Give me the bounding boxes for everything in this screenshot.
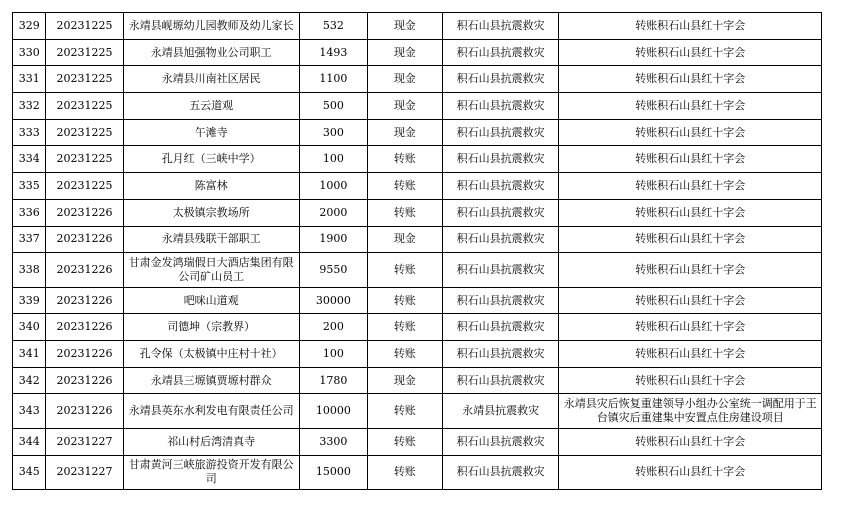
usage-cell: 转账积石山县红十字会 (559, 93, 822, 120)
payment-method-cell: 转账 (367, 146, 442, 173)
row-number-cell: 332 (13, 93, 46, 120)
target-cell: 积石山县抗震救灾 (442, 455, 559, 490)
table-row (13, 367, 822, 394)
amount-cell: 1493 (299, 39, 367, 66)
usage-cell: 转账积石山县红十字会 (559, 199, 822, 226)
payment-method-cell: 转账 (367, 173, 442, 200)
target-cell: 积石山县抗震救灾 (442, 367, 559, 394)
amount-cell: 500 (299, 93, 367, 120)
row-number-cell: 331 (13, 66, 46, 93)
table-row (13, 119, 822, 146)
donor-cell: 太极镇宗教场所 (123, 199, 299, 226)
donor-cell: 孔月红（三峡中学） (123, 146, 299, 173)
usage-cell: 转账积石山县红十字会 (559, 13, 822, 40)
amount-cell: 1900 (299, 226, 367, 253)
row-number-cell: 338 (13, 253, 46, 288)
donor-cell: 甘肃黄河三峡旅游投资开发有限公司 (123, 455, 299, 490)
date-cell: 20231225 (46, 146, 123, 173)
usage-cell: 转账积石山县红十字会 (559, 146, 822, 173)
row-number-cell: 337 (13, 226, 46, 253)
date-cell: 20231225 (46, 13, 123, 40)
table-row (13, 173, 822, 200)
donor-cell: 永靖县川南社区居民 (123, 66, 299, 93)
donor-cell: 孔令保（太极镇中庄村十社） (123, 341, 299, 368)
row-number-cell: 344 (13, 428, 46, 455)
usage-cell: 转账积石山县红十字会 (559, 119, 822, 146)
date-cell: 20231225 (46, 39, 123, 66)
table-row (13, 93, 822, 120)
payment-method-cell: 现金 (367, 39, 442, 66)
target-cell: 积石山县抗震救灾 (442, 428, 559, 455)
payment-method-cell: 转账 (367, 199, 442, 226)
date-cell: 20231225 (46, 93, 123, 120)
amount-cell: 3300 (299, 428, 367, 455)
table-row (13, 66, 822, 93)
table-row (13, 226, 822, 253)
row-number-cell: 341 (13, 341, 46, 368)
target-cell: 积石山县抗震救灾 (442, 93, 559, 120)
target-cell: 永靖县抗震救灾 (442, 394, 559, 429)
usage-cell: 转账积石山县红十字会 (559, 341, 822, 368)
amount-cell: 100 (299, 341, 367, 368)
date-cell: 20231226 (46, 394, 123, 429)
usage-cell: 转账积石山县红十字会 (559, 66, 822, 93)
table-row (13, 428, 822, 455)
payment-method-cell: 现金 (367, 367, 442, 394)
payment-method-cell: 转账 (367, 428, 442, 455)
payment-method-cell: 转账 (367, 287, 442, 314)
usage-cell: 转账积石山县红十字会 (559, 367, 822, 394)
target-cell: 积石山县抗震救灾 (442, 146, 559, 173)
usage-cell: 转账积石山县红十字会 (559, 253, 822, 288)
target-cell: 积石山县抗震救灾 (442, 253, 559, 288)
donor-cell: 祁山村后湾清真寺 (123, 428, 299, 455)
row-number-cell: 335 (13, 173, 46, 200)
usage-cell: 永靖县灾后恢复重建领导小组办公室统一调配用于王台镇灾后重建集中安置点住房建设项目 (559, 394, 822, 429)
target-cell: 积石山县抗震救灾 (442, 314, 559, 341)
target-cell: 积石山县抗震救灾 (442, 39, 559, 66)
donor-cell: 吧咪山道观 (123, 287, 299, 314)
usage-cell: 转账积石山县红十字会 (559, 39, 822, 66)
row-number-cell: 342 (13, 367, 46, 394)
donor-cell: 永靖县残联干部职工 (123, 226, 299, 253)
usage-cell: 转账积石山县红十字会 (559, 314, 822, 341)
usage-cell: 转账积石山县红十字会 (559, 173, 822, 200)
target-cell: 积石山县抗震救灾 (442, 287, 559, 314)
table-row (13, 253, 822, 288)
row-number-cell: 343 (13, 394, 46, 429)
target-cell: 积石山县抗震救灾 (442, 341, 559, 368)
table-row (13, 199, 822, 226)
amount-cell: 10000 (299, 394, 367, 429)
donor-cell: 五云道观 (123, 93, 299, 120)
payment-method-cell: 现金 (367, 66, 442, 93)
date-cell: 20231226 (46, 226, 123, 253)
table-row (13, 287, 822, 314)
donor-cell: 甘肃金发鸿瑞假日大酒店集团有限公司矿山员工 (123, 253, 299, 288)
target-cell: 积石山县抗震救灾 (442, 199, 559, 226)
date-cell: 20231226 (46, 341, 123, 368)
payment-method-cell: 转账 (367, 341, 442, 368)
row-number-cell: 334 (13, 146, 46, 173)
payment-method-cell: 转账 (367, 394, 442, 429)
amount-cell: 300 (299, 119, 367, 146)
table-body (13, 13, 822, 490)
amount-cell: 200 (299, 314, 367, 341)
row-number-cell: 340 (13, 314, 46, 341)
usage-cell: 转账积石山县红十字会 (559, 428, 822, 455)
row-number-cell: 339 (13, 287, 46, 314)
amount-cell: 100 (299, 146, 367, 173)
amount-cell: 15000 (299, 455, 367, 490)
target-cell: 积石山县抗震救灾 (442, 226, 559, 253)
usage-cell: 转账积石山县红十字会 (559, 455, 822, 490)
date-cell: 20231226 (46, 287, 123, 314)
payment-method-cell: 转账 (367, 455, 442, 490)
date-cell: 20231226 (46, 367, 123, 394)
table-row (13, 314, 822, 341)
date-cell: 20231226 (46, 314, 123, 341)
date-cell: 20231225 (46, 173, 123, 200)
amount-cell: 9550 (299, 253, 367, 288)
date-cell: 20231225 (46, 66, 123, 93)
payment-method-cell: 现金 (367, 13, 442, 40)
usage-cell: 转账积石山县红十字会 (559, 287, 822, 314)
payment-method-cell: 转账 (367, 253, 442, 288)
row-number-cell: 329 (13, 13, 46, 40)
row-number-cell: 333 (13, 119, 46, 146)
amount-cell: 2000 (299, 199, 367, 226)
donor-cell: 午滩寺 (123, 119, 299, 146)
donor-cell: 司德坤（宗教界） (123, 314, 299, 341)
date-cell: 20231226 (46, 253, 123, 288)
amount-cell: 30000 (299, 287, 367, 314)
amount-cell: 532 (299, 13, 367, 40)
amount-cell: 1100 (299, 66, 367, 93)
amount-cell: 1000 (299, 173, 367, 200)
row-number-cell: 336 (13, 199, 46, 226)
donor-cell: 陈富林 (123, 173, 299, 200)
usage-cell: 转账积石山县红十字会 (559, 226, 822, 253)
table-row (13, 341, 822, 368)
target-cell: 积石山县抗震救灾 (442, 119, 559, 146)
target-cell: 积石山县抗震救灾 (442, 66, 559, 93)
amount-cell: 1780 (299, 367, 367, 394)
target-cell: 积石山县抗震救灾 (442, 13, 559, 40)
donor-cell: 永靖县岘塬幼儿园教师及幼儿家长 (123, 13, 299, 40)
date-cell: 20231226 (46, 199, 123, 226)
table-row (13, 146, 822, 173)
row-number-cell: 330 (13, 39, 46, 66)
donor-cell: 永靖县旭强物业公司职工 (123, 39, 299, 66)
date-cell: 20231225 (46, 119, 123, 146)
donation-table (12, 12, 822, 490)
table-row (13, 39, 822, 66)
date-cell: 20231227 (46, 428, 123, 455)
payment-method-cell: 转账 (367, 314, 442, 341)
row-number-cell: 345 (13, 455, 46, 490)
table-row (13, 455, 822, 490)
target-cell: 积石山县抗震救灾 (442, 173, 559, 200)
donation-table-container (12, 12, 822, 490)
date-cell: 20231227 (46, 455, 123, 490)
donor-cell: 永靖县英东水利发电有限责任公司 (123, 394, 299, 429)
payment-method-cell: 现金 (367, 119, 442, 146)
payment-method-cell: 现金 (367, 93, 442, 120)
table-row (13, 394, 822, 429)
table-row (13, 13, 822, 40)
payment-method-cell: 现金 (367, 226, 442, 253)
donor-cell: 永靖县三塬镇贾塬村群众 (123, 367, 299, 394)
